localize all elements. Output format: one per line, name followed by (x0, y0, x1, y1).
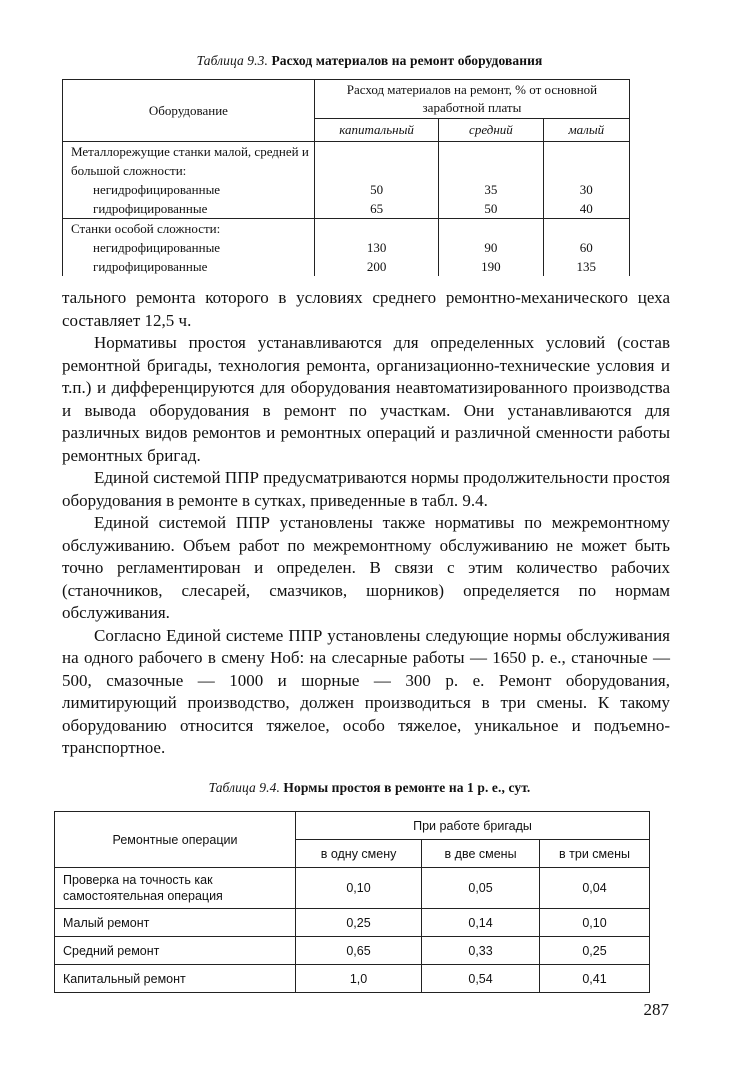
group-2-row-1-name: негидрофицированные (93, 240, 221, 255)
row-value: 0,25 (296, 909, 422, 937)
table-row (55, 937, 650, 965)
subheader-three-shifts: в три смены (540, 840, 650, 868)
value: 130 (366, 240, 387, 255)
row-name: Малый ремонт (55, 909, 296, 937)
value: 50 (484, 201, 498, 216)
value: 90 (484, 240, 498, 255)
value: 200 (366, 259, 387, 274)
row-value: 0,05 (422, 868, 540, 909)
subheader-one-shift: в одну смену (296, 840, 422, 868)
group-1-title: Металлорежущие станки малой, средней и большой сложности: (71, 144, 309, 178)
group-1-row-2-name: гидрофицированные (93, 201, 208, 216)
row-value: 0,10 (540, 909, 650, 937)
table-9-3 (62, 79, 630, 276)
group-1-cell (63, 142, 315, 219)
table-9-4 (54, 811, 650, 993)
header-brigade-group: При работе бригады (296, 812, 650, 840)
group-1-medium (439, 142, 543, 219)
paragraph-maintenance-norms: Единой системой ППР установлены также нормативы по межремонтному обслуживанию. Объем работ по межремонтному обслуживанию не может быть точно регламентирован и определен. В связи с этим количество рабочих (станочников, слесарей, смазчиков, шорников) определяется по нормам обслуживания. (62, 513, 670, 622)
paragraph-service-norms: Согласно Единой системе ППР установлены следующие нормы обслуживания на одного рабочего в смену Ноб: на слесарные работы — 1650 р. е., станочные — 500, смазочные — 1000 и шорные — 300 р. е. Ремонт оборудования, лимитирующий производство, должен производиться в три смены. К такому оборудованию относится тяжелое, особо тяжелое, уникальное и подъемно-транспортное. (62, 625, 670, 757)
row-name: Проверка на точность как самостоятельная операция (55, 868, 296, 909)
paragraph-ppr-durations: Единой системой ППР предусматриваются нормы продолжительности простоя оборудования в ремонте в сутках, приведенные в табл. 9.4. (62, 468, 670, 510)
header-materials-group: Расход материалов на ремонт, % от основной заработной платы (314, 80, 629, 119)
group-1-row-1-name: негидрофицированные (93, 182, 221, 197)
group-2-medium (439, 219, 543, 277)
table-9-4-caption (0, 780, 739, 796)
value: 50 (370, 182, 384, 197)
table-9-3-caption (0, 53, 739, 69)
row-value: 0,04 (540, 868, 650, 909)
paragraph-downtime-norms: Нормативы простоя устанавливаются для определенных условий (состав ремонтной бригады, технология ремонта, организационно-технические условия и т.п.) и дифференцируются для оборудования неавтоматизированного производства и вывода оборудования в ремонт по участкам. Они устанавливаются для различных видов ремонтов и ремонтных операций и различной сменности работы ремонтных бригад. (62, 333, 670, 465)
caption-title: Расход материалов на ремонт оборудования (271, 53, 543, 68)
group-2-title: Станки особой сложности: (71, 221, 221, 236)
group-2-small (543, 219, 629, 277)
table-row (55, 868, 650, 909)
header-equipment: Оборудование (63, 80, 315, 142)
table-row (55, 965, 650, 993)
value: 60 (579, 240, 593, 255)
group-2-capital (314, 219, 438, 277)
caption-title: Нормы простоя в ремонте на 1 р. е., сут. (283, 780, 531, 795)
value: 40 (579, 201, 593, 216)
subheader-small: малый (543, 119, 629, 142)
value: 190 (481, 259, 501, 274)
row-value: 0,14 (422, 909, 540, 937)
subheader-capital: капитальный (314, 119, 438, 142)
subheader-two-shifts: в две смены (422, 840, 540, 868)
subheader-medium: средний (439, 119, 543, 142)
group-2-row-2-name: гидрофицированные (93, 259, 208, 274)
row-name: Средний ремонт (55, 937, 296, 965)
row-value: 1,0 (296, 965, 422, 993)
value: 30 (579, 182, 593, 197)
row-value: 0,41 (540, 965, 650, 993)
value: 35 (484, 182, 498, 197)
paragraph-continuation: тального ремонта которого в условиях среднего ремонтно-механического цеха составляет 12,5 ч. (62, 288, 670, 330)
group-2-cell (63, 219, 315, 277)
group-1-capital (314, 142, 438, 219)
row-name: Капитальный ремонт (55, 965, 296, 993)
caption-number: Таблица 9.3. (196, 53, 268, 68)
page-number: 287 (643, 1000, 669, 1019)
value: 65 (370, 201, 384, 216)
row-value: 0,54 (422, 965, 540, 993)
caption-number: Таблица 9.4. (208, 780, 280, 795)
row-value: 0,65 (296, 937, 422, 965)
table-row (55, 909, 650, 937)
group-1-small (543, 142, 629, 219)
row-value: 0,33 (422, 937, 540, 965)
value: 135 (576, 259, 597, 274)
body-text (62, 287, 670, 760)
row-value: 0,25 (540, 937, 650, 965)
row-value: 0,10 (296, 868, 422, 909)
header-operations: Ремонтные операции (55, 812, 296, 868)
